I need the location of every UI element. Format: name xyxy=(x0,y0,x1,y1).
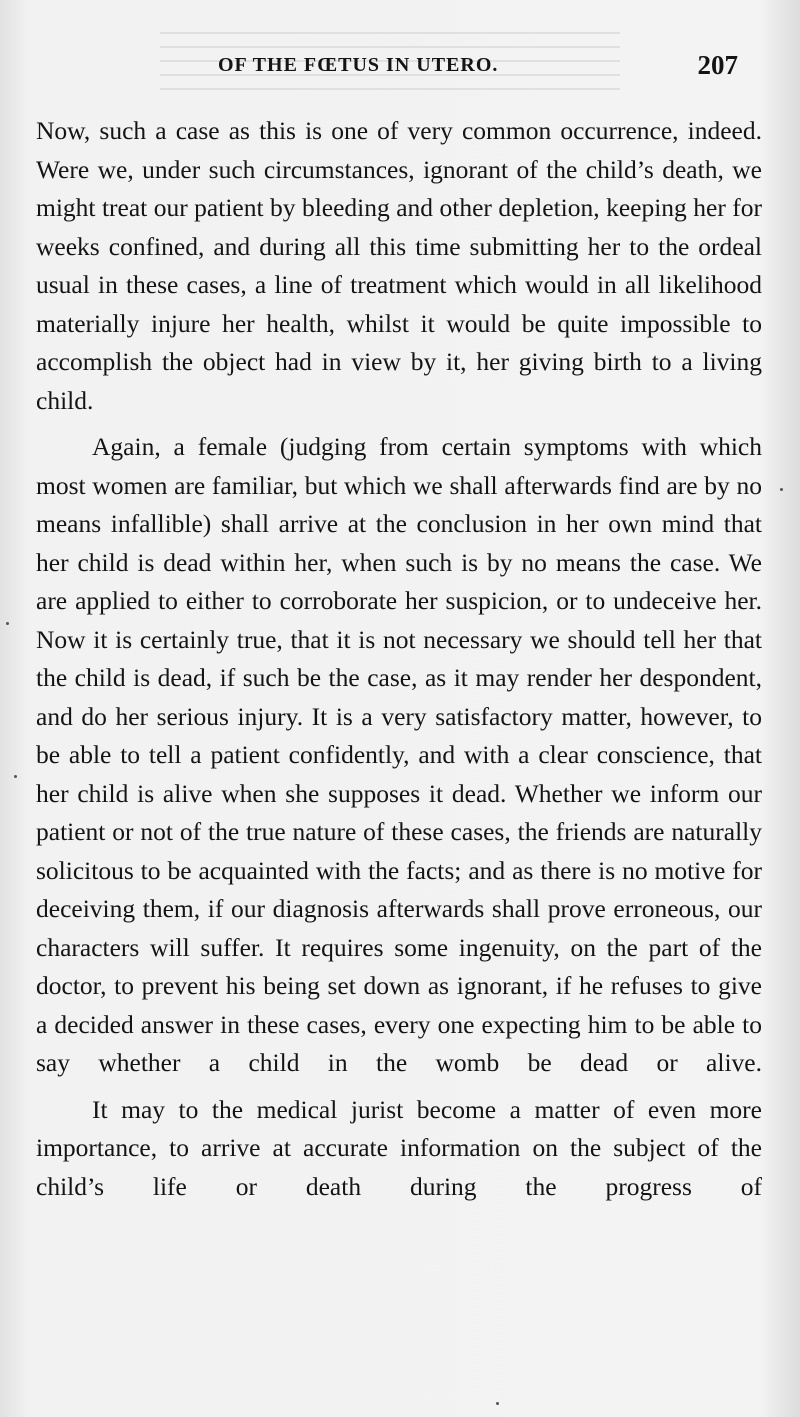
body-text xyxy=(36,112,762,1206)
page-number: 207 xyxy=(697,50,738,80)
paragraph-3: It may to the medical jurist become a matter of even more importance, to arrive at accurate information on the subject of the child’s life or death during the progress of xyxy=(36,1094,762,1201)
paper-speck xyxy=(14,775,17,778)
paper-speck xyxy=(780,488,783,491)
running-head: OF THE FŒTUS IN UTERO. xyxy=(218,54,499,76)
paper-speck xyxy=(6,622,9,625)
paragraph-1: Now, such a case as this is one of very common occurrence, indeed. Were we, under such circumstances, ignorant of the child’s death, we might treat our patient by bleeding and other depletion, keeping her for weeks confined, and during all this time submitting her to the ordeal usual in these cases, a line of treatment which would in all likelihood materially injure her health, whilst it would be quite impossible to accomplish the object had in view by it, her giving birth to a living child. xyxy=(36,116,762,415)
paper-speck xyxy=(496,1402,499,1405)
paragraph-2: Again, a female (judging from certain symptoms with which most women are familiar, but which we shall afterwards find are by no means infallible) shall arrive at the conclusion in her own mind that her child is dead within her, when such is by no means the case. We are applied to either to corroborate her suspicion, or to undeceive her. Now it is certainly true, that it is not necessary we should tell her that the child is dead, if such be the case, as it may render her despondent, and do her serious injury. It is a very satisfactory matter, however, to be able to tell a patient confidently, and with a clear conscience, that her child is alive when she supposes it dead. Whether we inform our patient or not of the true nature of these cases, the friends are naturally solicitous to be acquainted with the facts; and as there is no motive for deceiving them, if our diagnosis afterwards shall prove erroneous, our characters will suffer. It requires some ingenuity, on the part of the doctor, to prevent his being set down as ignorant, if he refuses to give a decided answer in these cases, every one expecting him to be able to say whether a child in the womb be dead or alive. xyxy=(36,432,762,1077)
page-header xyxy=(36,50,738,86)
